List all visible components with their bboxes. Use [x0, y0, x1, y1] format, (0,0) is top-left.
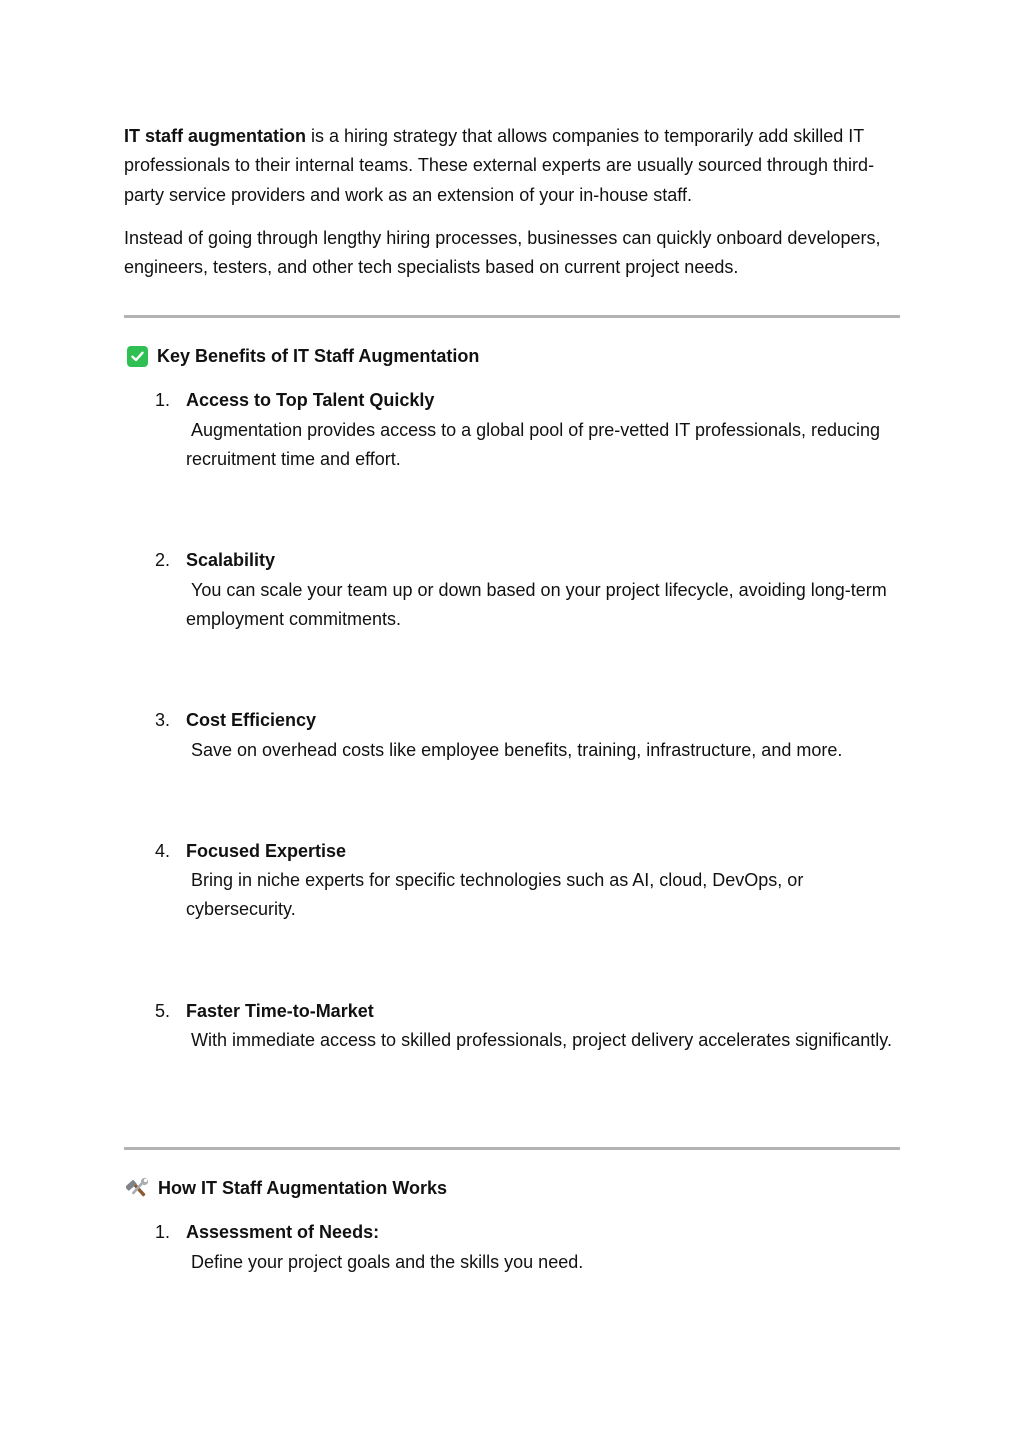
list-item-number: 1.: [155, 1222, 171, 1243]
list-item-description: Augmentation provides access to a global pool of pre-vetted IT professionals, reducing recruitment time and effort.: [186, 419, 881, 470]
how-heading-text: How IT Staff Augmentation Works: [158, 1178, 448, 1199]
benefits-list: [124, 386, 900, 1055]
list-item-description: Bring in niche experts for specific technologies such as AI, cloud, DevOps, or cybersecurity.: [186, 870, 804, 920]
check-mark-button-icon: [127, 346, 148, 367]
list-item: [124, 386, 900, 474]
list-item: [124, 1218, 900, 1277]
document-body: [124, 122, 900, 1277]
list-item: [124, 837, 900, 925]
list-item-number: 5.: [155, 1000, 171, 1021]
list-item-number: 1.: [155, 390, 171, 411]
how-list: [124, 1218, 900, 1277]
list-item-description: Save on overhead costs like employee benefits, training, infrastructure, and more.: [191, 739, 843, 760]
list-item-title: Assessment of Needs:: [186, 1222, 380, 1243]
list-item-description: With immediate access to skilled professionals, project delivery accelerates significantly.: [191, 1030, 892, 1051]
list-item-title: Faster Time-to-Market: [186, 1000, 374, 1021]
how-heading: [124, 1175, 900, 1201]
hammer-and-wrench-icon: [126, 1177, 150, 1199]
section-divider: [124, 1147, 900, 1150]
intro-paragraph-2: Instead of going through lengthy hiring processes, businesses can quickly onboard developers, engineers, testers, and other tech specialists based on current project needs.: [124, 227, 881, 278]
list-item-number: 2.: [155, 550, 171, 571]
list-item-title: Focused Expertise: [186, 840, 347, 861]
benefits-heading-text: Key Benefits of IT Staff Augmentation: [157, 346, 480, 367]
list-item-title: Access to Top Talent Quickly: [186, 390, 435, 411]
list-item: [124, 997, 900, 1056]
list-item-description: Define your project goals and the skills you need.: [191, 1251, 584, 1272]
list-item-number: 4.: [155, 840, 171, 861]
list-item-number: 3.: [155, 710, 171, 731]
section-divider: [124, 315, 900, 318]
list-item-description: You can scale your team up or down based on your project lifecycle, avoiding long-term employment commitments.: [186, 579, 887, 629]
intro-paragraph-1: [124, 122, 900, 210]
list-item-title: Cost Efficiency: [186, 710, 317, 731]
list-item-title: Scalability: [186, 550, 276, 571]
list-item: [124, 546, 900, 634]
intro-bold-term: IT staff augmentation: [124, 126, 307, 146]
list-item: [124, 706, 900, 765]
benefits-heading: [124, 343, 900, 369]
intro-text: is a hiring strategy that allows companies to temporarily add skilled IT professionals to their internal teams. These external experts are usually sourced through third-party service providers and work as an extension of your in-house staff.: [124, 126, 875, 205]
